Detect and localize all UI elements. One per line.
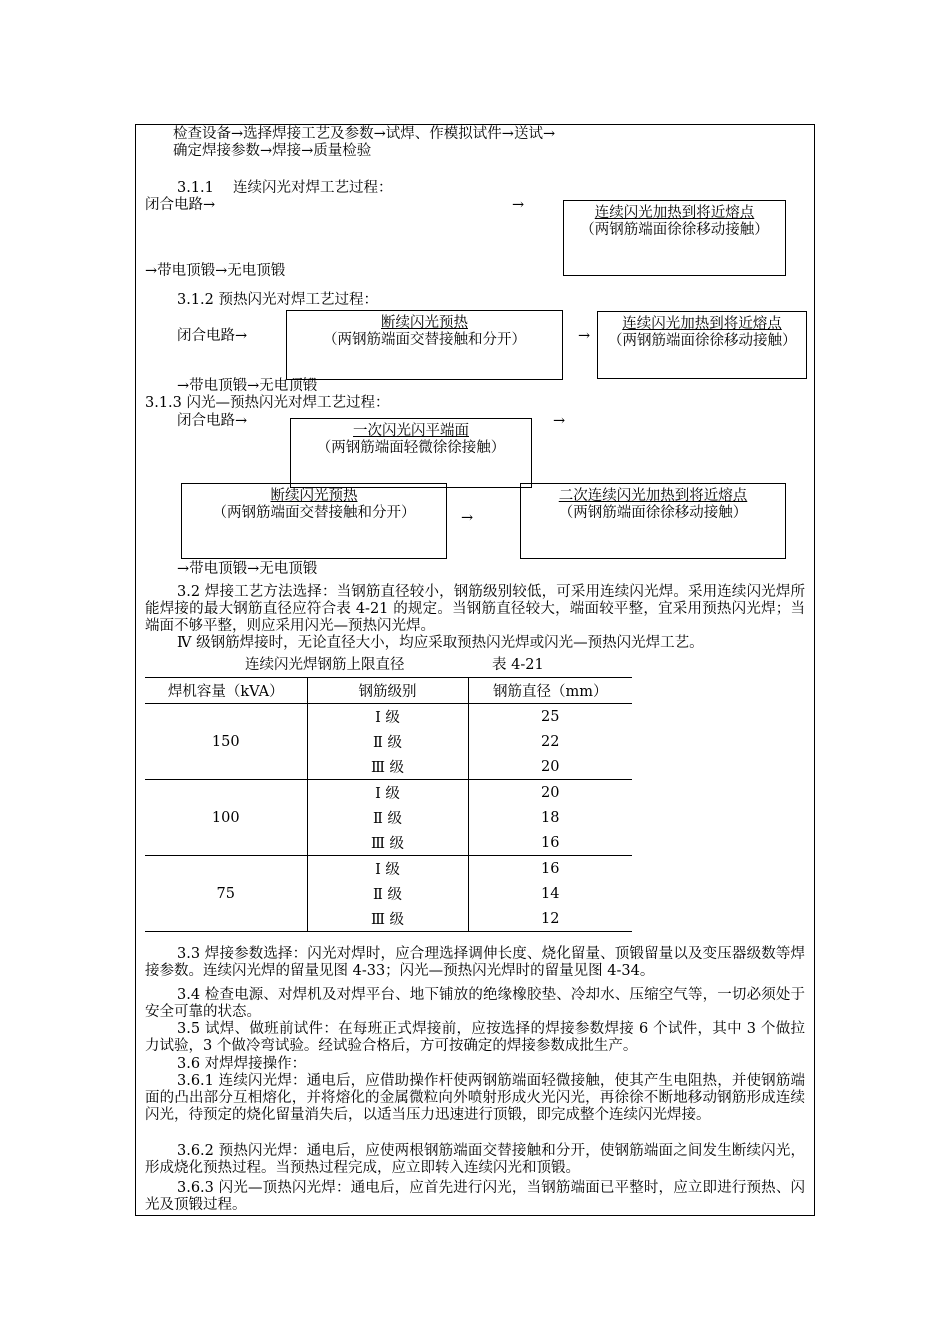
s312-start: 闭合电路→ — [177, 328, 248, 344]
s313-box2-sub: （两钢筋端面交替接触和分开） — [212, 505, 416, 521]
diameter-cell: 12 — [468, 906, 632, 932]
grade-cell: Ⅱ 级 — [307, 881, 468, 906]
diameter-cell: 16 — [468, 830, 632, 856]
s312-box2-title: 连续闪光加热到将近熔点 — [622, 316, 782, 332]
header-diameter: 钢筋直径（mm） — [468, 678, 632, 704]
grade-cell: Ⅱ 级 — [307, 805, 468, 830]
s35-text: 3.5 试焊、做班前试件：在每班正式焊接前，应按选择的焊接参数焊接 6 个试件，其中 3 个做拉力试验，3 个做冷弯试验。经试验合格后，方可按确定的焊接参数成批生产。 — [145, 1021, 805, 1054]
capacity-cell: 150 — [145, 704, 307, 780]
diameter-cell: 14 — [468, 881, 632, 906]
s311-end: →带电顶锻→无电顶锻 — [145, 263, 286, 279]
s36-paragraph — [145, 1056, 805, 1073]
header-capacity: 焊机容量（kVA） — [145, 678, 307, 704]
s33-text: 3.3 焊接参数选择：闪光对焊时，应合理选择调伸长度、烧化留量、顶锻留量以及变压器级数等焊接参数。连续闪光焊的留量见图 4-33；闪光—预热闪光焊时的留量见图 4-34。 — [145, 946, 805, 979]
s32-text-2: Ⅳ 级钢筋焊接时，无论直径大小，均应采取预热闪光焊或闪光—预热闪光焊工艺。 — [177, 635, 704, 651]
diameter-cell: 20 — [468, 780, 632, 806]
s312-box2-sub: （两钢筋端面徐徐移动接触） — [608, 333, 797, 349]
capacity-cell: 75 — [145, 856, 307, 932]
diameter-cell: 25 — [468, 704, 632, 730]
s313-start: 闭合电路→ — [177, 413, 248, 429]
s311-start: 闭合电路→ — [145, 197, 216, 213]
table-row — [145, 704, 632, 730]
s312-arrow: → — [578, 328, 591, 344]
table-row — [145, 856, 632, 882]
s313-box3-sub: （两钢筋端面徐徐移动接触） — [558, 505, 748, 521]
grade-cell: Ⅰ 级 — [307, 704, 468, 730]
s313-box3-title: 二次连续闪光加热到将近熔点 — [558, 488, 748, 504]
s312-end: →带电顶锻→无电顶锻 — [177, 378, 318, 394]
s32-paragraph — [145, 584, 805, 635]
table-number: 表 4-21 — [492, 657, 544, 673]
s35-paragraph — [145, 1021, 805, 1055]
s312-box-2 — [597, 311, 807, 379]
s312-heading: 3.1.2 预热闪光对焊工艺过程： — [177, 292, 379, 308]
s311-box-sub: （两钢筋端面徐徐移动接触） — [580, 222, 769, 238]
grade-cell: Ⅲ 级 — [307, 754, 468, 780]
s313-box2-title: 断续闪光预热 — [270, 488, 358, 504]
s312-box-1 — [286, 310, 563, 380]
diameter-cell: 16 — [468, 856, 632, 882]
s32-paragraph-2 — [145, 635, 805, 652]
s361-paragraph — [145, 1073, 805, 1124]
s311-process-box — [563, 200, 786, 276]
s312-box1-title: 断续闪光预热 — [381, 315, 468, 331]
s312-box1-sub: （两钢筋端面交替接触和分开） — [323, 332, 526, 348]
s313-box1-sub: （两钢筋端面轻微徐徐接触） — [316, 440, 506, 456]
s363-paragraph — [145, 1180, 805, 1214]
grade-cell: Ⅲ 级 — [307, 906, 468, 932]
intro-line-2: 确定焊接参数→焊接→质量检验 — [173, 143, 372, 159]
s313-arrow-1: → — [553, 413, 566, 429]
s313-box-2 — [181, 483, 447, 559]
s362-paragraph — [145, 1143, 805, 1177]
table-header-row — [145, 678, 632, 704]
s311-box-title: 连续闪光加热到将近熔点 — [594, 205, 755, 221]
diameter-cell: 20 — [468, 754, 632, 780]
grade-cell: Ⅰ 级 — [307, 780, 468, 806]
s313-end: →带电顶锻→无电顶锻 — [177, 561, 318, 577]
s36-text: 3.6 对焊焊接操作： — [177, 1056, 307, 1072]
s33-paragraph — [145, 946, 805, 980]
intro-line-1: 检查设备→选择焊接工艺及参数→试焊、作模拟试件→送试→ — [173, 126, 556, 142]
diameter-cell: 18 — [468, 805, 632, 830]
s311-heading: 3.1.1 连续闪光对焊工艺过程： — [177, 180, 393, 196]
diameter-table — [145, 677, 632, 932]
s313-box-1 — [290, 418, 532, 488]
table-caption: 连续闪光焊钢筋上限直径 — [245, 657, 405, 673]
grade-cell: Ⅰ 级 — [307, 856, 468, 882]
header-grade: 钢筋级别 — [307, 678, 468, 704]
s34-text: 3.4 检查电源、对焊机及对焊平台、地下铺放的绝缘橡胶垫、冷却水、压缩空气等，一切必须处于安全可靠的状态。 — [145, 987, 805, 1020]
s313-box1-title: 一次闪光闪平端面 — [353, 423, 469, 439]
diameter-cell: 22 — [468, 729, 632, 754]
grade-cell: Ⅱ 级 — [307, 729, 468, 754]
grade-cell: Ⅲ 级 — [307, 830, 468, 856]
s313-arrow-2: → — [461, 510, 474, 526]
capacity-cell: 100 — [145, 780, 307, 856]
s32-text: 3.2 焊接工艺方法选择：当钢筋直径较小，钢筋级别较低，可采用连续闪光焊。采用连续闪光焊所能焊接的最大钢筋直径应符合表 4-21 的规定。当钢筋直径较大，端面较平整，宜采用预热闪光焊；当端面不够平整，则应采用闪光—预热闪光焊。 — [145, 584, 805, 634]
s361-text: 3.6.1 连续闪光焊：通电后，应借助操作杆使两钢筋端面轻微接触，使其产生电阻热，并使钢筋端面的凸出部分互相熔化，并将熔化的金属微粒向外喷射形成火光闪光，再徐徐不断地移动钢筋形成连续闪光，待预定的烧化留量消失后，以适当压力迅速进行顶锻，即完成整个连续闪光焊接。 — [145, 1073, 805, 1123]
s313-heading: 3.1.3 闪光—预热闪光对焊工艺过程： — [145, 395, 390, 411]
s311-arrow: → — [512, 197, 525, 213]
s34-paragraph — [145, 987, 805, 1021]
table-row — [145, 780, 632, 806]
s313-box-3 — [520, 483, 786, 559]
s363-text: 3.6.3 闪光—顶热闪光焊：通电后，应首先进行闪光，当钢筋端面已平整时，应立即进行预热、闪光及顶锻过程。 — [145, 1180, 805, 1213]
s362-text: 3.6.2 预热闪光焊：通电后，应使两根钢筋端面交替接触和分开，使钢筋端面之间发生断续闪光，形成烧化预热过程。当预热过程完成，应立即转入连续闪光和顶锻。 — [145, 1143, 805, 1176]
